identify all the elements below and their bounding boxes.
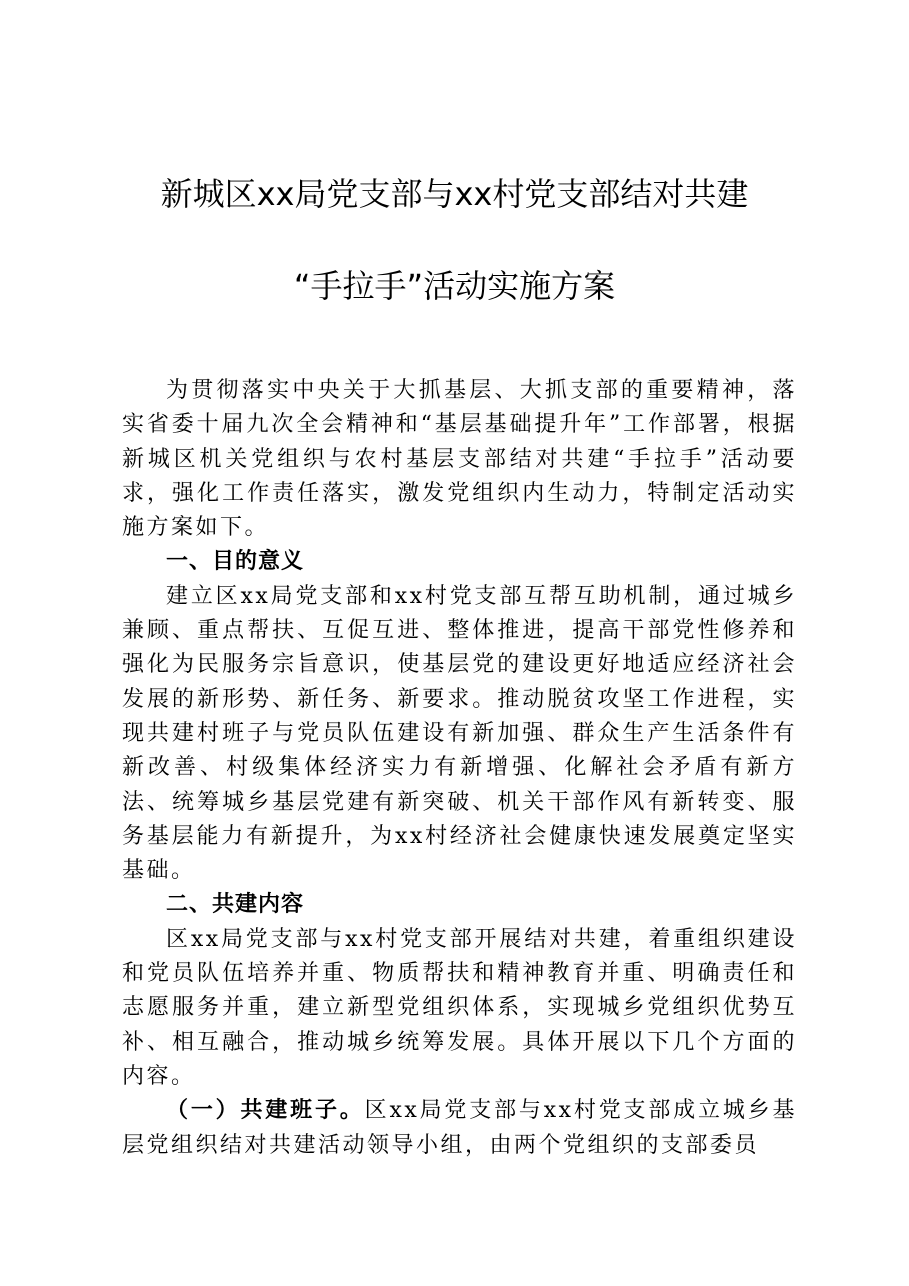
document-title-line-2: “手拉手”活动实施方案 bbox=[293, 267, 616, 305]
section-2-item-1-lead: （一）共建班子。 bbox=[166, 1098, 365, 1124]
document-title-line-1: 新城区xx局党支部与xx村党支部结对共建 bbox=[160, 175, 749, 213]
section-1-heading: 一、目的意义 bbox=[166, 549, 305, 575]
section-2-heading: 二、共建内容 bbox=[166, 892, 305, 918]
section-1-paragraph: 建立区xx局党支部和xx村党支部互帮互助机制，通过城乡兼顾、重点帮扶、互促互进、整体推进，提高干部党性修养和强化为民服务宗旨意识，使基层党的建设更好地适应经济社会发展的新形势、新任务、新要求。推动脱贫攻坚工作进程，实现共建村班子与党员队伍建设有新加强、群众生产生活条件有新改善、村级集体经济实力有新增强、化解社会矛盾有新方法、统筹城乡基层党建有新突破、机关干部作风有新转变、服务基层能力有新提升，为xx村经济社会健康快速发展奠定坚实基础。 bbox=[122, 583, 797, 884]
section-2-item-1-text: 区xx局党支部与xx村党支部成立城乡基层党组织结对共建活动领导小组，由两个党组织的支部委员 bbox=[122, 1098, 797, 1158]
intro-paragraph: 为贯彻落实中央关于大抓基层、大抓支部的重要精神，落实省委十届九次全会精神和“基层基础提升年”工作部署，根据新城区机关党组织与农村基层支部结对共建“手拉手”活动要求，强化工作责任落实，激发党组织内生动力，特制定活动实施方案如下。 bbox=[122, 378, 797, 541]
section-2-item-1-paragraph bbox=[122, 1094, 797, 1163]
section-2-paragraph: 区xx局党支部与xx村党支部开展结对共建，着重组织建设和党员队伍培养并重、物质帮扶和精神教育并重、明确责任和志愿服务并重，建立新型党组织体系，实现城乡党组织优势互补、相互融合，推动城乡统筹发展。具体开展以下几个方面的内容。 bbox=[122, 926, 797, 1089]
document-body bbox=[122, 374, 797, 1163]
